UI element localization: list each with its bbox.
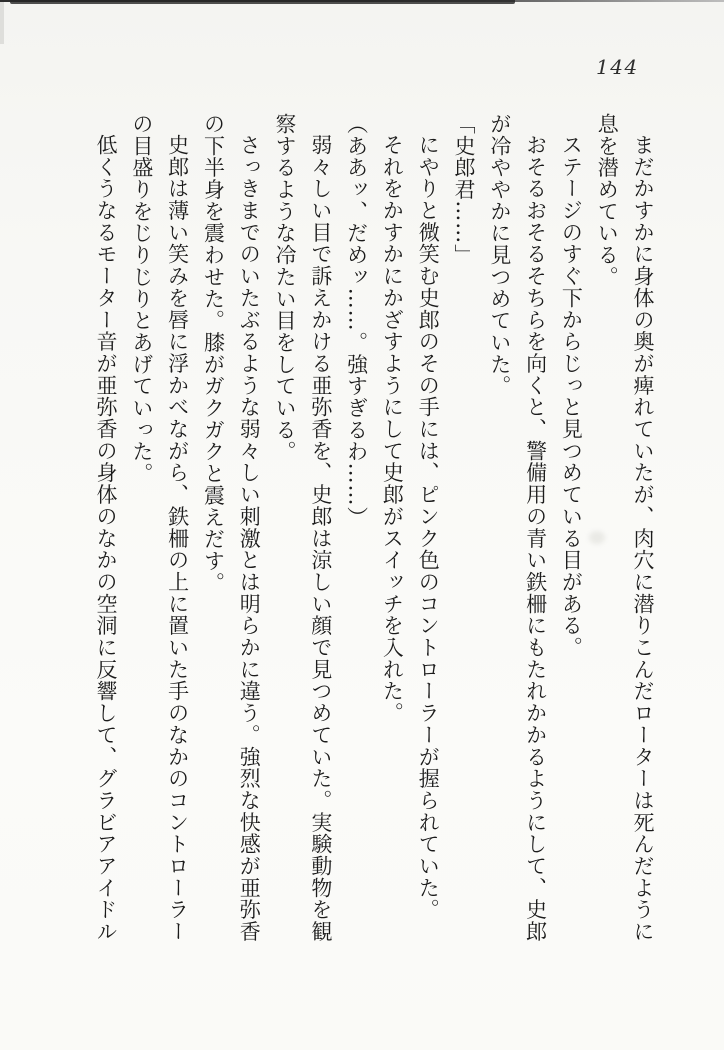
paragraph: にやりと微笑む史郎のその手には、ピンク色のコントローラーが握られていた。 xyxy=(416,134,441,921)
paragraph: さっきまでのいたぶるような弱々しい刺激とは明らかに違う。強烈な快感が亜弥香の下半身を震わせた。膝がガクガクと震えだす。 xyxy=(201,113,262,943)
scan-edge-artifact-dark xyxy=(10,0,515,4)
scan-corner-artifact xyxy=(0,2,4,44)
paragraph: それをかすかにかざすようにして史郎がスイッチを入れた。 xyxy=(380,134,405,724)
paragraph: おそるおそるそちらを向くと、警備用の青い鉄柵にもたれかかるようにして、史郎が冷ややかに見つめていた。 xyxy=(487,113,548,943)
paragraph: 弱々しい目で訴えかける亜弥香を、史郎は涼しい顔で見つめていた。実験動物を観察するような冷たい目をしている。 xyxy=(273,113,333,943)
paragraph: 「史郎君……」 xyxy=(452,113,477,266)
paragraph: 低くうなるモーター音が亜弥香の身体のなかの空洞に反響して、グラビアアイドル xyxy=(94,134,119,943)
text-area xyxy=(84,113,660,946)
paragraph: 史郎は薄い笑みを唇に浮かべながら、鉄柵の上に置いた手のなかのコントローラーの目盛りをじりじりとあげていった。 xyxy=(129,113,190,943)
paragraph: まだかすかに身体の奥が痺れていたが、肉穴に潜りこんだローターは死んだように息を潜めている。 xyxy=(595,113,655,943)
page-number: 144 xyxy=(596,55,639,79)
paragraph: （ああッ、だめッ……。強すぎるわ……） xyxy=(344,113,369,529)
paragraph: ステージのすぐ下からじっと見つめている目がある。 xyxy=(559,134,584,659)
